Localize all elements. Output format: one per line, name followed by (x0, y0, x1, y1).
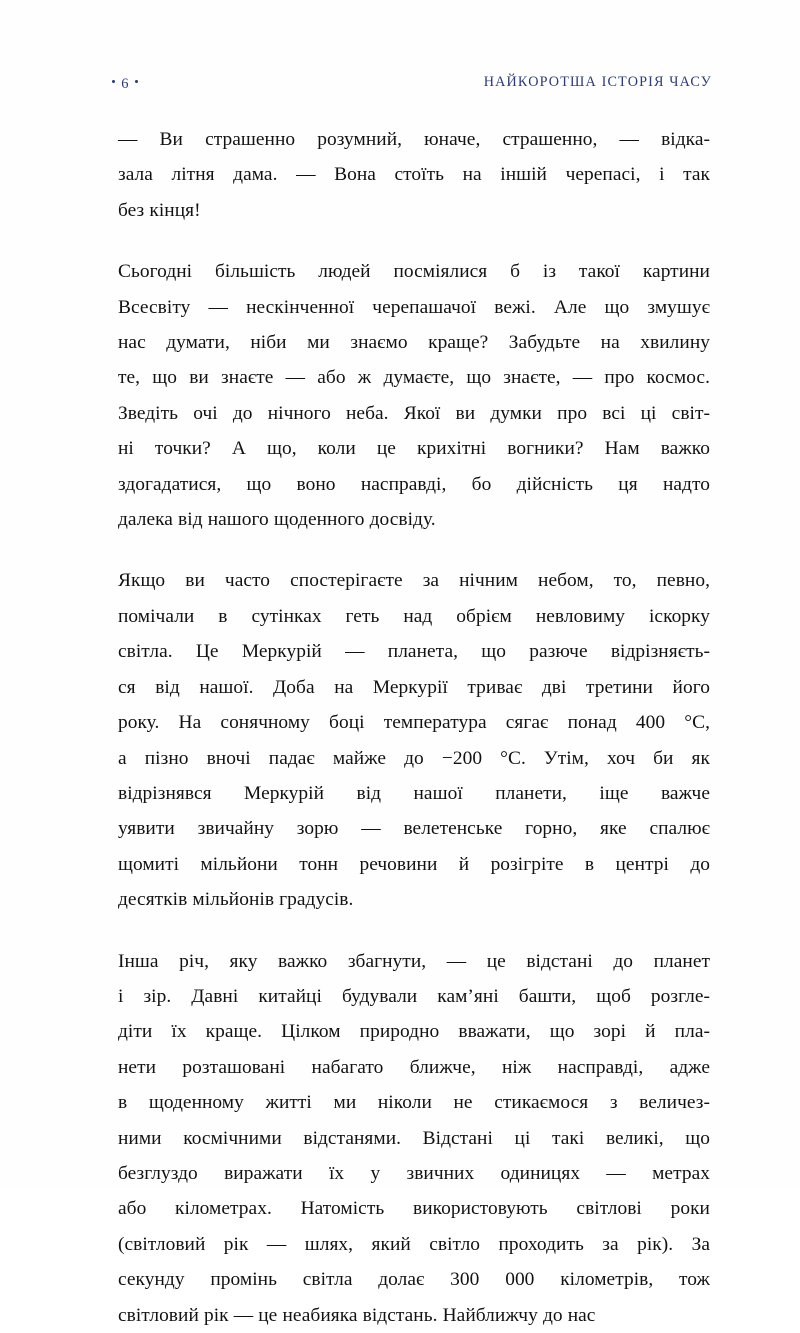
text-line: ними космічними відстанями. Відстані ці такі великі, що (118, 1127, 710, 1149)
text-line: секунду промінь світла долає 300 000 кілометрів, тож (118, 1269, 710, 1291)
text-line: помічали в сутінках геть над обрієм невловиму іскорку (118, 605, 710, 627)
body-text (118, 122, 710, 1333)
text-line: року. На сонячному боці температура сягає понад 400 °C, (118, 712, 710, 734)
paragraph-3 (118, 563, 710, 917)
text-line: ся від нашої. Доба на Меркурії триває дві третини його (118, 676, 710, 698)
text-line: Інша річ, яку важко збагнути, — це відстані до планет (118, 950, 710, 972)
text-line: щомиті мільйони тонн речовини й розігріте в центрі до (118, 853, 710, 875)
text-line: Сьогодні більшість людей посміялися б із такої картини (118, 261, 710, 283)
folio-number: 6 (121, 75, 129, 92)
text-line: те, що ви знаєте — або ж думаєте, що знаєте, — про космос. (118, 367, 710, 389)
text-line: нети розташовані набагато ближче, ніж насправді, адже (118, 1056, 710, 1078)
text-line: в щоденному житті ми ніколи не стикаємося з величез- (118, 1092, 710, 1114)
paragraph-1 (118, 122, 710, 228)
text-line: десятків мільйонів градусів. (118, 889, 354, 911)
text-line: діти їх краще. Цілком природно вважати, що зорі й пла- (118, 1021, 710, 1043)
text-line: а пізно вночі падає майже до −200 °C. Утім, хоч би як (118, 747, 710, 769)
paragraph-4 (118, 944, 710, 1333)
text-line: відрізнявся Меркурій від нашої планети, іще важче (118, 782, 710, 804)
text-line: уявити звичайну зорю — велетенське горно, яке спалює (118, 818, 710, 840)
folio-left-dot-icon (112, 80, 115, 83)
text-line: Якщо ви часто спостерігаєте за нічним небом, то, певно, (118, 570, 710, 592)
text-line: нас думати, ніби ми знаємо краще? Забудьте на хвилину (118, 332, 710, 354)
folio-right-dot-icon (135, 80, 138, 83)
text-line: далека від нашого щоденного досвіду. (118, 509, 436, 531)
text-line: або кілометрах. Натомість використовують світлові роки (118, 1198, 710, 1220)
text-line: ні точки? А що, коли це крихітні вогники? Нам важко (118, 438, 710, 460)
text-line: — Ви страшенно розумний, юначе, страшенно, — відка- (118, 129, 710, 150)
text-line: і зір. Давні китайці будували кам’яні башти, щоб розгле- (118, 985, 710, 1007)
book-title: НАЙКОРОТША ІСТОРІЯ ЧАСУ (483, 74, 712, 90)
running-head (112, 74, 712, 96)
text-line: здогадатися, що воно насправді, бо дійсність ця надто (118, 473, 710, 495)
paragraph-2 (118, 254, 710, 537)
page-folio (112, 76, 138, 93)
text-line: (світловий рік — шлях, який світло проходить за рік). За (118, 1233, 710, 1255)
text-line: безглуздо виражати їх у звичних одиницях — метрах (118, 1162, 710, 1184)
text-line: світловий рік — це неабияка відстань. Найближчу до нас (118, 1304, 596, 1326)
text-line: зала літня дама. — Вона стоїть на іншій черепасі, і так (118, 164, 710, 186)
text-line: світла. Це Меркурій — планета, що разюче відрізняєть- (118, 641, 710, 663)
text-line: Зведіть очі до нічного неба. Якої ви думки про всі ці світ- (118, 402, 710, 424)
text-line: без кінця! (118, 199, 201, 221)
text-line: Всесвіту — нескінченної черепашачої вежі. Але що змушує (118, 296, 710, 318)
